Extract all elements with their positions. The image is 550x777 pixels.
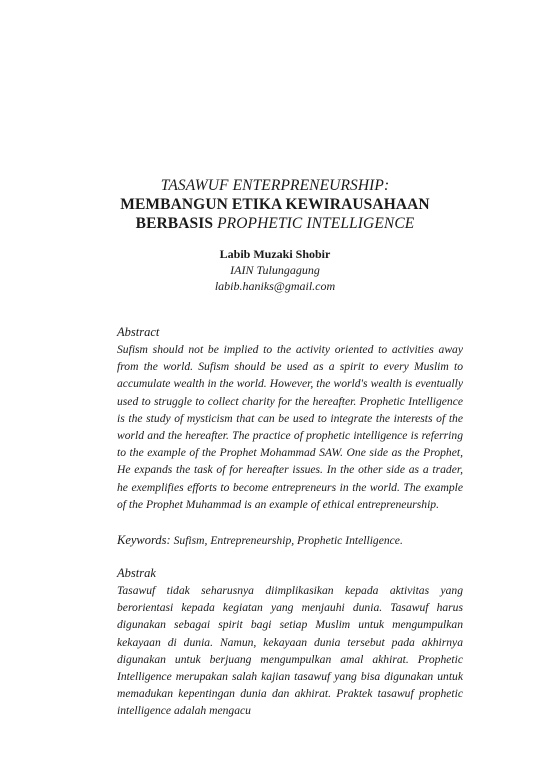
abstract-english [117, 324, 463, 513]
keywords-label: Keywords: [117, 533, 171, 547]
author-email: labib.haniks@gmail.com [214, 279, 336, 293]
keywords-text: Sufism, Entrepreneurship, Prophetic Intelligence. [170, 534, 403, 547]
title-line-3 [90, 214, 460, 233]
abstract-text: Sufism should not be implied to the activity oriented to activities away from the world. Sufism should be used as a spirit to every Muslim to accumulate wealth in the world. However, the world's wealth is eventually used to struggle to collect charity for the hereafter. Prophetic Intelligence is the study of mysticism that can be used to integrate the interests of the world and the hereafter. The practice of prophetic intelligence is referring to the example of the Prophet Mohammad SAW. One side as the Prophet, He expands the task of for hereafter issues. In the other side as a trader, he exemplifies efforts to become entrepreneurs in the world. The example of the Prophet Muhammad is an example of ethical entrepreneurship. [117, 343, 463, 511]
title-line-3-italic: PROPHETIC INTELLIGENCE [217, 215, 415, 232]
title-line-3-bold: BERBASIS [135, 215, 218, 232]
paper-title [90, 176, 460, 233]
author-affiliation: IAIN Tulungagung [230, 263, 320, 277]
title-line-1: TASAWUF ENTERPRENEURSHIP: [160, 177, 390, 194]
title-line-2: MEMBANGUN ETIKA KEWIRAUSAHAAN [120, 196, 430, 213]
keywords-line [117, 532, 463, 549]
abstrak-heading: Abstrak [117, 566, 156, 580]
abstrak-text: Tasawuf tidak seharusnya diimplikasikan kepada aktivitas yang berorientasi kepada kegiatan yang menjauhi dunia. Tasawuf harus digunakan sebagai spirit bagi setiap Muslim untuk mengumpulkan kekayaan di dunia. Namun, kekayaan dunia tersebut pada akhirnya digunakan untuk berjuang mengumpulkan amal akhirat. Prophetic Intelligence merupakan salah kajian tasawuf yang bisa digunakan untuk memadukan kepentingan dunia dan akhirat. Praktek tasawuf prophetic intelligence adalah mengacu [117, 584, 463, 718]
abstract-heading: Abstract [117, 325, 160, 339]
abstract-indonesian [117, 565, 463, 720]
author-name: Labib Muzaki Shobir [219, 247, 331, 261]
author-block [150, 246, 400, 294]
